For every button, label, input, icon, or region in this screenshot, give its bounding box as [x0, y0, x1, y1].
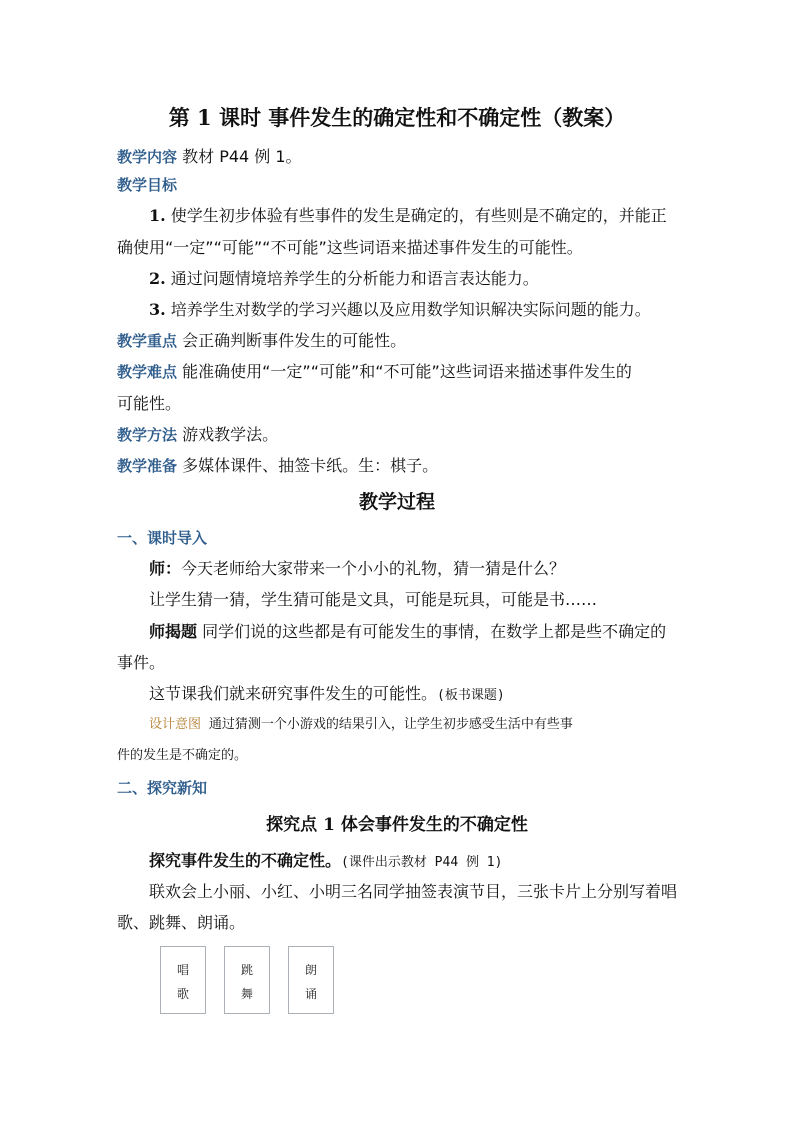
reveal-line [149, 621, 666, 643]
preparation-line [117, 455, 438, 477]
teacher-line [149, 558, 565, 580]
difficulty-line [117, 361, 632, 383]
content-label: 教学内容 [117, 148, 178, 166]
method-text: 游戏教学法。 [182, 425, 279, 444]
card-char-bottom: 诵 [304, 987, 317, 1001]
key-point-label: 教学重点 [117, 332, 178, 350]
goal-item-1 [149, 205, 667, 227]
goals-heading [117, 174, 177, 196]
story-line [149, 881, 677, 903]
card-char-top: 唱 [176, 963, 189, 977]
explore-note: (课件出示教材 P44 例 1) [341, 855, 503, 870]
story-text: 歌、跳舞、朗诵。 [117, 913, 246, 932]
lottery-card-dance [224, 946, 270, 1014]
goal-text: 培养学生对数学的学习兴趣以及应用数学知识解决实际问题的能力。 [170, 300, 651, 319]
reveal-text: 同学们说的这些都是有可能发生的事情，在数学上都是些不确定的 [202, 622, 667, 641]
content-text: 教材 P44 例 1。 [182, 147, 302, 166]
intent-text: 通过猜测一个小游戏的结果引入，让学生初步感受生活中有些事 [208, 717, 573, 732]
guess-text: 让学生猜一猜，学生猜可能是文具，可能是玩具，可能是书…… [149, 590, 598, 609]
explore-label: 探究事件发生的不确定性。 [149, 851, 342, 870]
intent-line-cont [117, 745, 247, 767]
story-line-cont [117, 912, 245, 934]
goal-item-3 [149, 299, 651, 321]
goal-item-2 [149, 268, 539, 290]
process-title: 教学过程 [358, 491, 435, 513]
lesson-note: (板书课题) [437, 688, 505, 703]
intent-line [149, 714, 573, 736]
intent-label: 设计意图 [149, 717, 202, 732]
key-point-line [117, 330, 406, 352]
lottery-card-recite [288, 946, 334, 1014]
reveal-line-cont [117, 652, 165, 674]
card-char-bottom: 舞 [240, 987, 253, 1001]
teacher-text: 今天老师给大家带来一个小小的礼物，猜一猜是什么？ [181, 559, 566, 578]
lottery-card-sing [160, 946, 206, 1014]
method-line [117, 424, 278, 446]
goals-label: 教学目标 [117, 176, 178, 194]
card-char-top: 朗 [304, 963, 317, 977]
section-heading-intro: 一、课时导入 [117, 529, 208, 547]
page-title: 第 1 课时 事件发生的确定性和不确定性（教案） [168, 105, 626, 130]
teacher-label: 师： [149, 559, 182, 578]
intent-text: 件的发生是不确定的。 [117, 748, 248, 763]
goal-number: 2. [149, 269, 166, 288]
reveal-text: 事件。 [117, 653, 166, 672]
difficulty-text: 能准确使用“一定”“可能”和“不可能”这些词语来描述事件发生的 [182, 362, 632, 381]
goal-text: 通过问题情境培养学生的分析能力和语言表达能力。 [170, 269, 539, 288]
preparation-label: 教学准备 [117, 457, 178, 475]
section-heading-explore: 二、探究新知 [117, 779, 208, 797]
goal-text: 确使用“一定”“可能”“不可能”这些词语来描述事件发生的可能性。 [117, 238, 583, 257]
key-point-text: 会正确判断事件发生的可能性。 [182, 331, 407, 350]
goal-text: 使学生初步体验有些事件的发生是确定的，有些则是不确定的，并能正 [170, 206, 667, 225]
content-line [117, 146, 302, 168]
reveal-label: 师揭题 [149, 622, 198, 641]
difficulty-text: 可能性。 [117, 394, 182, 413]
difficulty-line-cont [117, 393, 181, 415]
goal-number: 1. [149, 206, 166, 225]
preparation-text: 多媒体课件、抽签卡纸。生：棋子。 [182, 456, 439, 475]
card-char-top: 跳 [240, 963, 253, 977]
goal-number: 3. [149, 300, 166, 319]
method-label: 教学方法 [117, 426, 178, 444]
difficulty-label: 教学难点 [117, 363, 178, 381]
goal-item-1-cont [117, 237, 583, 259]
lesson-line [149, 683, 505, 707]
explore-point-title: 探究点 1 体会事件发生的不确定性 [266, 815, 528, 835]
lesson-text: 这节课我们就来研究事件发生的可能性。 [149, 684, 438, 703]
guess-line [149, 589, 597, 611]
explore-line [149, 850, 502, 874]
card-char-bottom: 歌 [176, 987, 189, 1001]
story-text: 联欢会上小丽、小红、小明三名同学抽签表演节目，三张卡片上分别写着唱 [149, 882, 678, 901]
